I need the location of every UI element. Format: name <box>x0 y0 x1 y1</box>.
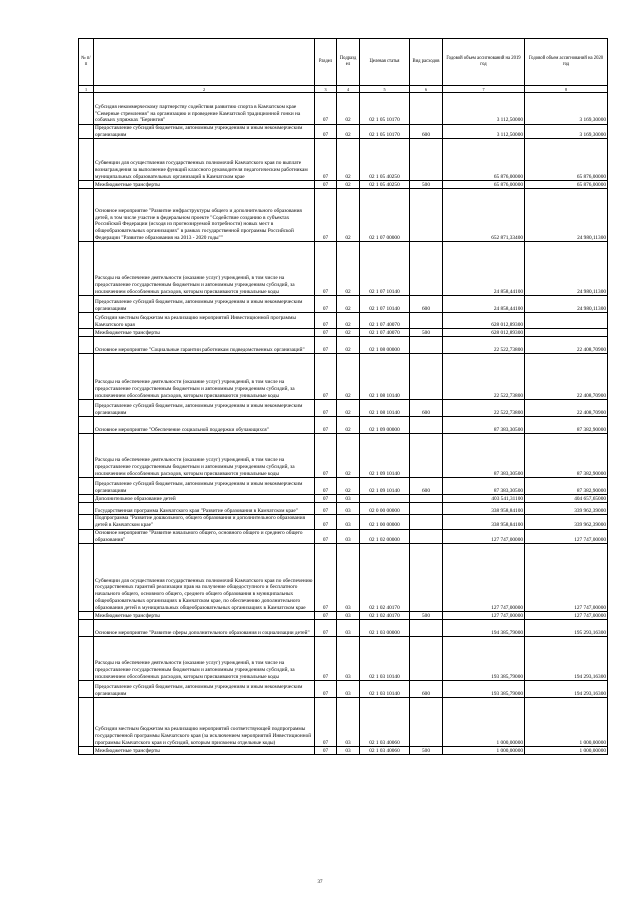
razdel-code: 07 <box>315 612 337 620</box>
table-row <box>79 125 608 139</box>
amount-2020: 87 382,90000 <box>525 417 608 434</box>
amount-2019: 338 958,84100 <box>443 503 525 515</box>
table-row <box>79 242 608 296</box>
podrazdel-code: 02 <box>337 139 360 181</box>
expense-type-code <box>410 417 443 434</box>
header-podrazdel: Подраздел <box>337 39 360 86</box>
amount-2020: 22 408,70900 <box>525 400 608 417</box>
podrazdel-code: 03 <box>337 544 360 612</box>
expense-type-code: 600 <box>410 400 443 417</box>
amount-2019: 193 385,79000 <box>443 637 525 681</box>
amount-2019: 24 858,44100 <box>443 242 525 296</box>
table-row <box>79 529 608 543</box>
item-name: Подпрограмма "Развитие дошкольного, общего образования и дополнительного образования детей в Камчатском крае" <box>94 515 315 529</box>
razdel-code: 07 <box>315 354 337 400</box>
expense-type-code <box>410 503 443 515</box>
item-name: Предоставление субсидий бюджетным, автономным учреждениям и иным некоммерческим организациям <box>94 681 315 698</box>
item-name: Предоставление субсидий бюджетным, автономным учреждениям и иным некоммерческим организациям <box>94 125 315 139</box>
amount-2019: 1 000,00000 <box>443 698 525 747</box>
amount-2019: 127 747,00000 <box>443 529 525 543</box>
row-number <box>79 125 94 139</box>
amount-2020: 339 962,39000 <box>525 515 608 529</box>
podrazdel-code: 03 <box>337 637 360 681</box>
razdel-code: 07 <box>315 529 337 543</box>
target-article-code: 02 1 02 40170 <box>360 544 410 612</box>
amount-2020: 1 000,00000 <box>525 698 608 747</box>
target-article-code: 02 1 07 10140 <box>360 296 410 313</box>
amount-2020: 127 747,00000 <box>525 544 608 612</box>
amount-2020: 127 747,00000 <box>525 612 608 620</box>
razdel-code: 07 <box>315 478 337 495</box>
amount-2019: 193 385,79000 <box>443 681 525 698</box>
podrazdel-code: 03 <box>337 529 360 543</box>
amount-2020: 22 408,70900 <box>525 337 608 354</box>
table-row <box>79 313 608 329</box>
row-number <box>79 337 94 354</box>
expense-type-code <box>410 434 443 478</box>
razdel-code: 07 <box>315 181 337 189</box>
amount-2020: 65 876,00000 <box>525 181 608 189</box>
expense-type-code: 600 <box>410 125 443 139</box>
amount-2019: 22 522,73800 <box>443 400 525 417</box>
expense-type-code: 600 <box>410 681 443 698</box>
amount-2019: 65 876,00000 <box>443 181 525 189</box>
amount-2019: 338 958,84100 <box>443 515 525 529</box>
row-number <box>79 544 94 612</box>
item-name: Субвенции для осуществления государственных полномочий Камчатского края по обеспечению государственных гарантий реализации прав на получение общедоступного и бесплатного начального общего, основного общего, среднего общего образования в муниципальных общеобразовательных организациях в Камчатском крае, по обеспечению дополнительного образования детей в муниципальных общеобразовательных организациях в Камчатском крае <box>94 544 315 612</box>
expense-type-code <box>410 698 443 747</box>
podrazdel-code: 03 <box>337 698 360 747</box>
table-row <box>79 434 608 478</box>
item-name: Предоставление субсидий бюджетным, автономным учреждениям и иным некоммерческим организациям <box>94 296 315 313</box>
expense-type-code <box>410 354 443 400</box>
item-name: Основное мероприятие "Обеспечение социальной поддержки обучающихся" <box>94 417 315 434</box>
podrazdel-code: 02 <box>337 337 360 354</box>
expense-type-code <box>410 515 443 529</box>
razdel-code: 07 <box>315 637 337 681</box>
razdel-code: 07 <box>315 698 337 747</box>
target-article-code: 02 1 05 40250 <box>360 181 410 189</box>
amount-2019: 127 747,00000 <box>443 544 525 612</box>
amount-2020: 194 293,16300 <box>525 681 608 698</box>
row-number <box>79 637 94 681</box>
table-row <box>79 189 608 242</box>
expense-type-code: 500 <box>410 612 443 620</box>
target-article-code: 02 1 07 00000 <box>360 189 410 242</box>
amount-2019: 24 858,44100 <box>443 296 525 313</box>
target-article-code: 02 1 07 40070 <box>360 313 410 329</box>
amount-2019: 628 012,89300 <box>443 313 525 329</box>
column-number-row <box>79 86 608 93</box>
item-name: Субсидия некоммерческому партнерству содействия развитию спорта в Камчатском крае "Северные стремления" на организацию и проведение Камчатской традиционной гонки на собачьих упряжках "Берингия" <box>94 93 315 125</box>
amount-2019: 403 541,31100 <box>443 495 525 503</box>
item-name: Предоставление субсидий бюджетным, автономным учреждениям и иным некоммерческим организациям <box>94 478 315 495</box>
razdel-code: 07 <box>315 495 337 503</box>
amount-2019: 22 522,73800 <box>443 354 525 400</box>
podrazdel-code: 02 <box>337 296 360 313</box>
target-article-code: 02 1 07 40070 <box>360 329 410 337</box>
table-row <box>79 503 608 515</box>
razdel-code: 07 <box>315 747 337 755</box>
expense-type-code <box>410 529 443 543</box>
amount-2020: 24 980,11300 <box>525 242 608 296</box>
table-row <box>79 495 608 503</box>
podrazdel-code: 02 <box>337 313 360 329</box>
razdel-code: 07 <box>315 544 337 612</box>
item-name: Субсидии местным бюджетам на реализацию мероприятий соответствующей подпрограммы государственной программы Камчатского края (за исключением мероприятий Инвестиционной программы Камчатского края и субсидий, которым присвоены отдельные коды) <box>94 698 315 747</box>
item-name: Расходы на обеспечение деятельности (оказание услуг) учреждений, в том числе на предоставление государственным бюджетным и автономным учреждениям субсидий, за исключением обособленных расходов, которым присваиваются уникальные коды <box>94 434 315 478</box>
item-name: Расходы на обеспечение деятельности (оказание услуг) учреждений, в том числе на предоставление государственным бюджетным и автономным учреждениям субсидий, за исключением обособленных расходов, которым присваиваются уникальные коды <box>94 242 315 296</box>
table-row <box>79 747 608 755</box>
item-name: Межбюджетные трансферты <box>94 747 315 755</box>
header-target-article: Целевая статья <box>360 39 410 86</box>
item-name: Межбюджетные трансферты <box>94 612 315 620</box>
page-number: 37 <box>317 880 323 885</box>
amount-2020: 87 382,90000 <box>525 478 608 495</box>
table-row <box>79 612 608 620</box>
target-article-code: 02 1 09 10140 <box>360 434 410 478</box>
podrazdel-code: 03 <box>337 515 360 529</box>
target-article-code: 02 1 02 40170 <box>360 612 410 620</box>
podrazdel-code: 02 <box>337 354 360 400</box>
razdel-code: 07 <box>315 515 337 529</box>
column-number: 5 <box>360 86 410 93</box>
header-num: № п/п <box>79 39 94 86</box>
razdel-code: 07 <box>315 400 337 417</box>
podrazdel-code: 02 <box>337 189 360 242</box>
item-name: Основное мероприятие "Развитие инфраструктуры общего и дополнительного образования детей, в том числе участие в федеральном проекте "Содействие созданию в субъектах Российской Федерации (исходя из прогнозируемой потребности) новых мест в общеобразовательных организациях" в рамках государственной программы Российской Федерации "Развитие образования на 2013 - 2020 годы"" <box>94 189 315 242</box>
row-number <box>79 242 94 296</box>
expense-type-code: 500 <box>410 181 443 189</box>
item-name: Государственная программа Камчатского края "Развитие образования в Камчатском крае" <box>94 503 315 515</box>
expense-type-code <box>410 637 443 681</box>
item-name: Межбюджетные трансферты <box>94 181 315 189</box>
header-name <box>94 39 315 86</box>
item-name: Основное мероприятие "Развитие сферы дополнительного образования и социализации детей" <box>94 620 315 637</box>
expense-type-code <box>410 337 443 354</box>
target-article-code: 02 1 03 00000 <box>360 620 410 637</box>
target-article-code: 02 0 00 00000 <box>360 503 410 515</box>
podrazdel-code: 03 <box>337 681 360 698</box>
target-article-code: 02 1 05 10170 <box>360 125 410 139</box>
podrazdel-code: 02 <box>337 125 360 139</box>
razdel-code: 07 <box>315 620 337 637</box>
amount-2020 <box>525 329 608 337</box>
row-number <box>79 296 94 313</box>
amount-2019: 87 383,30500 <box>443 434 525 478</box>
expense-type-code: 500 <box>410 329 443 337</box>
target-article-code: 02 1 03 10140 <box>360 681 410 698</box>
amount-2019: 628 012,89300 <box>443 329 525 337</box>
amount-2019: 127 747,00000 <box>443 612 525 620</box>
row-number <box>79 400 94 417</box>
table-row <box>79 620 608 637</box>
row-number <box>79 612 94 620</box>
amount-2020: 3 169,30000 <box>525 93 608 125</box>
razdel-code: 07 <box>315 242 337 296</box>
amount-2019: 194 385,79000 <box>443 620 525 637</box>
item-name: Субсидии местным бюджетам на реализацию мероприятий Инвестиционной программы Камчатского края <box>94 313 315 329</box>
expense-type-code <box>410 139 443 181</box>
table-row <box>79 417 608 434</box>
table-row <box>79 400 608 417</box>
row-number <box>79 189 94 242</box>
table-row <box>79 681 608 698</box>
target-article-code: 02 1 03 10140 <box>360 637 410 681</box>
column-number: 7 <box>443 86 525 93</box>
item-name: Расходы на обеспечение деятельности (оказание услуг) учреждений, в том числе на предоставление государственным бюджетным и автономным учреждениям субсидий, за исключением обособленных расходов, которым присваиваются уникальные коды <box>94 637 315 681</box>
razdel-code: 07 <box>315 681 337 698</box>
table-row <box>79 354 608 400</box>
column-number: 2 <box>94 86 315 93</box>
column-number: 4 <box>337 86 360 93</box>
razdel-code: 07 <box>315 125 337 139</box>
razdel-code: 07 <box>315 296 337 313</box>
podrazdel-code: 02 <box>337 434 360 478</box>
row-number <box>79 495 94 503</box>
razdel-code: 07 <box>315 139 337 181</box>
razdel-code: 07 <box>315 337 337 354</box>
target-article-code: 02 1 07 10140 <box>360 242 410 296</box>
table-row <box>79 296 608 313</box>
expense-type-code <box>410 242 443 296</box>
target-article-code: 02 1 08 10140 <box>360 400 410 417</box>
row-number <box>79 698 94 747</box>
amount-2020: 127 747,00000 <box>525 529 608 543</box>
amount-2020: 87 382,90000 <box>525 434 608 478</box>
table-row <box>79 329 608 337</box>
podrazdel-code: 02 <box>337 93 360 125</box>
column-number: 1 <box>79 86 94 93</box>
amount-2019: 22 522,73800 <box>443 337 525 354</box>
razdel-code: 07 <box>315 503 337 515</box>
budget-table <box>78 38 608 755</box>
amount-2019: 3 112,50000 <box>443 125 525 139</box>
target-article-code: 02 1 09 10140 <box>360 478 410 495</box>
row-number <box>79 503 94 515</box>
item-name: Межбюджетные трансферты <box>94 329 315 337</box>
table-row <box>79 478 608 495</box>
amount-2020: 22 408,70900 <box>525 354 608 400</box>
podrazdel-code: 02 <box>337 417 360 434</box>
amount-2020: 404 657,65000 <box>525 495 608 503</box>
column-number: 3 <box>315 86 337 93</box>
row-number <box>79 329 94 337</box>
target-article-code: 02 1 03 40060 <box>360 747 410 755</box>
target-article-code: 02 1 08 00000 <box>360 337 410 354</box>
podrazdel-code: 03 <box>337 503 360 515</box>
table-row <box>79 139 608 181</box>
table-row <box>79 544 608 612</box>
amount-2019: 3 112,50000 <box>443 93 525 125</box>
expense-type-code <box>410 313 443 329</box>
table-row <box>79 698 608 747</box>
amount-2020: 1 000,00000 <box>525 747 608 755</box>
amount-2019: 87 383,30500 <box>443 417 525 434</box>
row-number <box>79 354 94 400</box>
amount-2020 <box>525 313 608 329</box>
item-name: Основное мероприятие "Развитие начального общего, основного общего и среднего общего образования" <box>94 529 315 543</box>
column-number: 6 <box>410 86 443 93</box>
podrazdel-code: 03 <box>337 747 360 755</box>
amount-2019: 87 383,30500 <box>443 478 525 495</box>
podrazdel-code: 02 <box>337 478 360 495</box>
item-name: Дополнительное образование детей <box>94 495 315 503</box>
target-article-code: 02 1 09 00000 <box>360 417 410 434</box>
target-article-code: 02 1 05 10170 <box>360 93 410 125</box>
amount-2020: 339 962,39000 <box>525 503 608 515</box>
amount-2019: 65 876,00000 <box>443 139 525 181</box>
header-amount-2020: Годовой объем ассигнований на 2020 год <box>525 39 608 86</box>
expense-type-code: 500 <box>410 747 443 755</box>
column-number: 8 <box>525 86 608 93</box>
row-number <box>79 529 94 543</box>
podrazdel-code: 02 <box>337 400 360 417</box>
row-number <box>79 181 94 189</box>
header-expense-type: Вид расходов <box>410 39 443 86</box>
podrazdel-code: 02 <box>337 242 360 296</box>
row-number <box>79 434 94 478</box>
razdel-code: 07 <box>315 93 337 125</box>
podrazdel-code: 02 <box>337 329 360 337</box>
item-name: Предоставление субсидий бюджетным, автономным учреждениям и иным некоммерческим организациям <box>94 400 315 417</box>
amount-2020: 195 293,16300 <box>525 620 608 637</box>
amount-2019: 1 000,00000 <box>443 747 525 755</box>
razdel-code: 07 <box>315 329 337 337</box>
razdel-code: 07 <box>315 189 337 242</box>
table-row <box>79 337 608 354</box>
amount-2020: 24 980,11300 <box>525 189 608 242</box>
row-number <box>79 313 94 329</box>
podrazdel-code: 03 <box>337 495 360 503</box>
expense-type-code: 600 <box>410 478 443 495</box>
amount-2020: 24 980,11300 <box>525 296 608 313</box>
table-row <box>79 93 608 125</box>
row-number <box>79 681 94 698</box>
item-name: Расходы на обеспечение деятельности (оказание услуг) учреждений, в том числе на предоставление государственным бюджетным и автономным учреждениям субсидий, за исключением обособленных расходов, которым присваиваются уникальные коды <box>94 354 315 400</box>
header-razdel: Раздел <box>315 39 337 86</box>
razdel-code: 07 <box>315 417 337 434</box>
row-number <box>79 515 94 529</box>
row-number <box>79 93 94 125</box>
target-article-code: 02 1 03 40060 <box>360 698 410 747</box>
razdel-code: 07 <box>315 434 337 478</box>
item-name: Субвенции для осуществления государственных полномочий Камчатского края по выплате вознаграждения за выполнение функций классного руководителя педагогическим работникам муниципальных образовательных организаций в Камчатском крае <box>94 139 315 181</box>
row-number <box>79 417 94 434</box>
amount-2020: 194 293,16300 <box>525 637 608 681</box>
target-article-code: 02 1 02 00000 <box>360 529 410 543</box>
table-row <box>79 637 608 681</box>
amount-2020: 3 169,30000 <box>525 125 608 139</box>
target-article-code: 02 1 00 00000 <box>360 515 410 529</box>
amount-2020: 65 876,00000 <box>525 139 608 181</box>
expense-type-code <box>410 495 443 503</box>
header-amount-2019: Годовой объем ассигнований на 2019 год <box>443 39 525 86</box>
item-name: Основное мероприятие "Социальные гарантии работникам подведомственных организаций" <box>94 337 315 354</box>
table-row <box>79 181 608 189</box>
razdel-code: 07 <box>315 313 337 329</box>
target-article-code: 02 1 08 10140 <box>360 354 410 400</box>
expense-type-code <box>410 189 443 242</box>
podrazdel-code: 02 <box>337 181 360 189</box>
row-number <box>79 478 94 495</box>
podrazdel-code: 03 <box>337 612 360 620</box>
expense-type-code: 600 <box>410 296 443 313</box>
target-article-code: 02 1 05 40250 <box>360 139 410 181</box>
podrazdel-code: 03 <box>337 620 360 637</box>
expense-type-code <box>410 544 443 612</box>
expense-type-code <box>410 620 443 637</box>
target-article-code <box>360 495 410 503</box>
table-row <box>79 515 608 529</box>
row-number <box>79 747 94 755</box>
row-number <box>79 139 94 181</box>
amount-2019: 652 871,33400 <box>443 189 525 242</box>
row-number <box>79 620 94 637</box>
table-header-row <box>79 39 608 86</box>
expense-type-code <box>410 93 443 125</box>
